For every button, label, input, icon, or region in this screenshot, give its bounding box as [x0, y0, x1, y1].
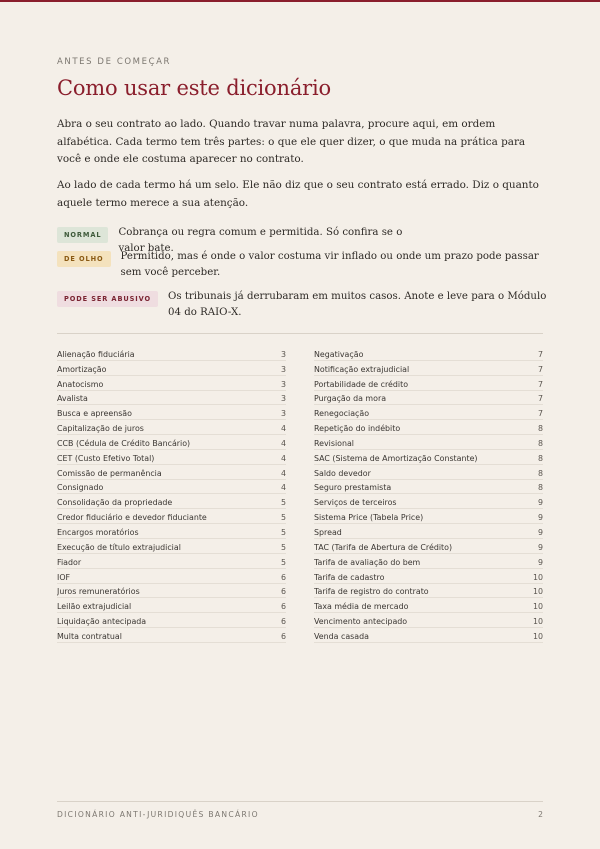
index-entry[interactable] — [57, 554, 286, 569]
index-term: Busca e apreensão — [57, 409, 132, 419]
index-page-number: 7 — [537, 394, 543, 404]
index-term: Serviços de terceiros — [314, 498, 397, 508]
index-entry[interactable] — [57, 450, 286, 465]
index-term: Juros remuneratórios — [57, 587, 140, 597]
index-entry[interactable] — [57, 346, 286, 361]
index-page-number: 3 — [280, 409, 286, 419]
index-page-number: 6 — [280, 587, 286, 597]
index-entry[interactable] — [314, 628, 543, 643]
section-eyebrow: ANTES DE COMEÇAR — [57, 57, 172, 67]
index-term: Amortização — [57, 364, 107, 374]
index-entry[interactable] — [57, 569, 286, 584]
index-term: Portabilidade de crédito — [314, 379, 409, 389]
page-title: Como usar este dicionário — [57, 76, 331, 100]
badge-normal: NORMAL — [57, 227, 108, 243]
index-term: CET (Custo Efetivo Total) — [57, 453, 155, 463]
intro-paragraph-2: Ao lado de cada termo há um selo. Ele não diz que o seu contrato está errado. Diz o quanto aquele termo merece a sua atenção. — [57, 179, 539, 209]
index-entry[interactable] — [314, 539, 543, 554]
index-term: Tarifa de avaliação do bem — [314, 557, 421, 567]
index-page-number: 7 — [537, 409, 543, 419]
index-entry[interactable] — [314, 465, 543, 480]
footer-page-number: 2 — [538, 810, 543, 819]
index-page-number: 3 — [280, 364, 286, 374]
index-term: Consolidação da propriedade — [57, 498, 173, 508]
legend-text-normal: Cobrança ou regra comum e permitida. Só confira se o valor bate. — [118, 227, 403, 254]
index-page-number: 4 — [280, 438, 286, 448]
index-entry[interactable] — [314, 405, 543, 420]
index-entry[interactable] — [57, 524, 286, 539]
index-term: Seguro prestamista — [314, 483, 392, 493]
index-page-number: 9 — [537, 498, 543, 508]
index-term: IOF — [57, 572, 71, 582]
index-entry[interactable] — [314, 450, 543, 465]
index-entry[interactable] — [57, 480, 286, 495]
index-page-number: 9 — [537, 542, 543, 552]
index-entry[interactable] — [57, 584, 286, 599]
index-entry[interactable] — [314, 509, 543, 524]
index-entry[interactable] — [57, 405, 286, 420]
index-page-number: 3 — [280, 379, 286, 389]
top-accent-rule — [0, 0, 600, 2]
index-column-right — [314, 346, 543, 643]
index-page-number: 7 — [537, 364, 543, 374]
index-entry[interactable] — [57, 465, 286, 480]
index-page-number: 7 — [537, 379, 543, 389]
index-page-number: 10 — [532, 602, 543, 612]
index-page-number: 8 — [537, 438, 543, 448]
index-page-number: 4 — [280, 468, 286, 478]
index-page-number: 10 — [532, 587, 543, 597]
index-page-number: 5 — [280, 542, 286, 552]
index-term: Fiador — [57, 557, 82, 567]
index-column-left — [57, 346, 286, 643]
index-term: Alienação fiduciária — [57, 349, 135, 359]
index-entry[interactable] — [57, 361, 286, 376]
index-entry[interactable] — [314, 376, 543, 391]
index-entry[interactable] — [314, 598, 543, 613]
index-page-number: 4 — [280, 424, 286, 434]
index-entry[interactable] — [57, 509, 286, 524]
section-divider — [57, 333, 543, 334]
index-entry[interactable] — [57, 598, 286, 613]
index-term: Renegociação — [314, 409, 370, 419]
index-page-number: 5 — [280, 557, 286, 567]
index-term: Multa contratual — [57, 631, 122, 641]
index-term: Encargos moratórios — [57, 527, 139, 537]
index-term: Tarifa de registro do contrato — [314, 587, 429, 597]
index-entry[interactable] — [57, 494, 286, 509]
index-page-number: 8 — [537, 453, 543, 463]
index-entry[interactable] — [57, 420, 286, 435]
index-page-number: 10 — [532, 572, 543, 582]
index-entry[interactable] — [314, 346, 543, 361]
index-entry[interactable] — [314, 494, 543, 509]
index-term: Credor fiduciário e devedor fiduciante — [57, 513, 207, 523]
index-page-number: 4 — [280, 453, 286, 463]
index-term: Negativação — [314, 349, 364, 359]
legend-text-de-olho: Permitido, mas é onde o valor costuma vir inflado ou onde um prazo pode passar sem você perceber. — [120, 251, 539, 278]
index-term: Repetição do indébito — [314, 424, 401, 434]
index-entry[interactable] — [314, 435, 543, 450]
index-entry[interactable] — [314, 391, 543, 406]
index-page-number: 6 — [280, 602, 286, 612]
index-term: Venda casada — [314, 631, 369, 641]
index-term: Taxa média de mercado — [314, 602, 409, 612]
index-page-number: 4 — [280, 483, 286, 493]
index-term: Vencimento antecipado — [314, 617, 408, 627]
index-term: Execução de título extrajudicial — [57, 542, 181, 552]
index-page-number: 5 — [280, 513, 286, 523]
index-page-number: 3 — [280, 394, 286, 404]
index-term: Leilão extrajudicial — [57, 602, 132, 612]
index-entry[interactable] — [314, 554, 543, 569]
index-page-number: 9 — [537, 557, 543, 567]
index-entry[interactable] — [314, 584, 543, 599]
index-term: Saldo devedor — [314, 468, 371, 478]
footer-rule — [57, 801, 543, 802]
index-entry[interactable] — [57, 539, 286, 554]
index-page-number: 6 — [280, 617, 286, 627]
index-page-number: 6 — [280, 572, 286, 582]
index-entry[interactable] — [314, 613, 543, 628]
index-entry[interactable] — [314, 524, 543, 539]
index-term: Consignado — [57, 483, 104, 493]
index-term: Liquidação antecipada — [57, 617, 147, 627]
index-page-number: 9 — [537, 527, 543, 537]
badge-pode-ser-abusivo: PODE SER ABUSIVO — [57, 291, 158, 307]
index-entry[interactable] — [314, 480, 543, 495]
index-term: Notificação extrajudicial — [314, 364, 410, 374]
index-page-number: 8 — [537, 483, 543, 493]
intro-paragraph-1: Abra o seu contrato ao lado. Quando travar numa palavra, procure aqui, em ordem alfabética. Cada termo tem três partes: o que ele quer dizer, o que muda na prática para você e onde ele costuma aparecer no contrato. — [57, 118, 526, 165]
index-term: TAC (Tarifa de Abertura de Crédito) — [314, 542, 453, 552]
footer-title: DICIONÁRIO ANTI-JURIDIQUÊS BANCÁRIO — [57, 810, 259, 819]
index-page-number: 8 — [537, 424, 543, 434]
index-entry[interactable] — [314, 361, 543, 376]
index-entry[interactable] — [314, 420, 543, 435]
index-page-number: 10 — [532, 617, 543, 627]
index-entry[interactable] — [57, 391, 286, 406]
index-term: Purgação da mora — [314, 394, 387, 404]
index-term: Revisional — [314, 438, 355, 448]
index-term: Sistema Price (Tabela Price) — [314, 513, 424, 523]
index-page-number: 3 — [280, 349, 286, 359]
index-term: Anatocismo — [57, 379, 104, 389]
index-term: Spread — [314, 527, 342, 537]
index-entry[interactable] — [57, 613, 286, 628]
index-page-number: 9 — [537, 513, 543, 523]
badge-de-olho: DE OLHO — [57, 251, 111, 267]
index-page-number: 8 — [537, 468, 543, 478]
index-term: SAC (Sistema de Amortização Constante) — [314, 453, 478, 463]
index-page-number: 10 — [532, 631, 543, 641]
index-term: Comissão de permanência — [57, 468, 162, 478]
index-page-number: 5 — [280, 527, 286, 537]
legend-text-pode-ser-abusivo: Os tribunais já derrubaram em muitos casos. Anote e leve para o Módulo 04 do RAIO-X. — [168, 291, 547, 318]
index-page-number: 7 — [537, 349, 543, 359]
index-entry[interactable] — [57, 628, 286, 643]
index-term: Capitalização de juros — [57, 424, 144, 434]
index-entry[interactable] — [57, 435, 286, 450]
legend-row-de-olho — [57, 251, 541, 281]
index-entry[interactable] — [314, 569, 543, 584]
index-term: Avalista — [57, 394, 88, 404]
index-page-number: 5 — [280, 498, 286, 508]
index-term: Tarifa de cadastro — [314, 572, 385, 582]
index-entry[interactable] — [57, 376, 286, 391]
legend-row-pode-ser-abusivo — [57, 291, 560, 321]
index-term: CCB (Cédula de Crédito Bancário) — [57, 438, 191, 448]
index-page-number: 6 — [280, 631, 286, 641]
